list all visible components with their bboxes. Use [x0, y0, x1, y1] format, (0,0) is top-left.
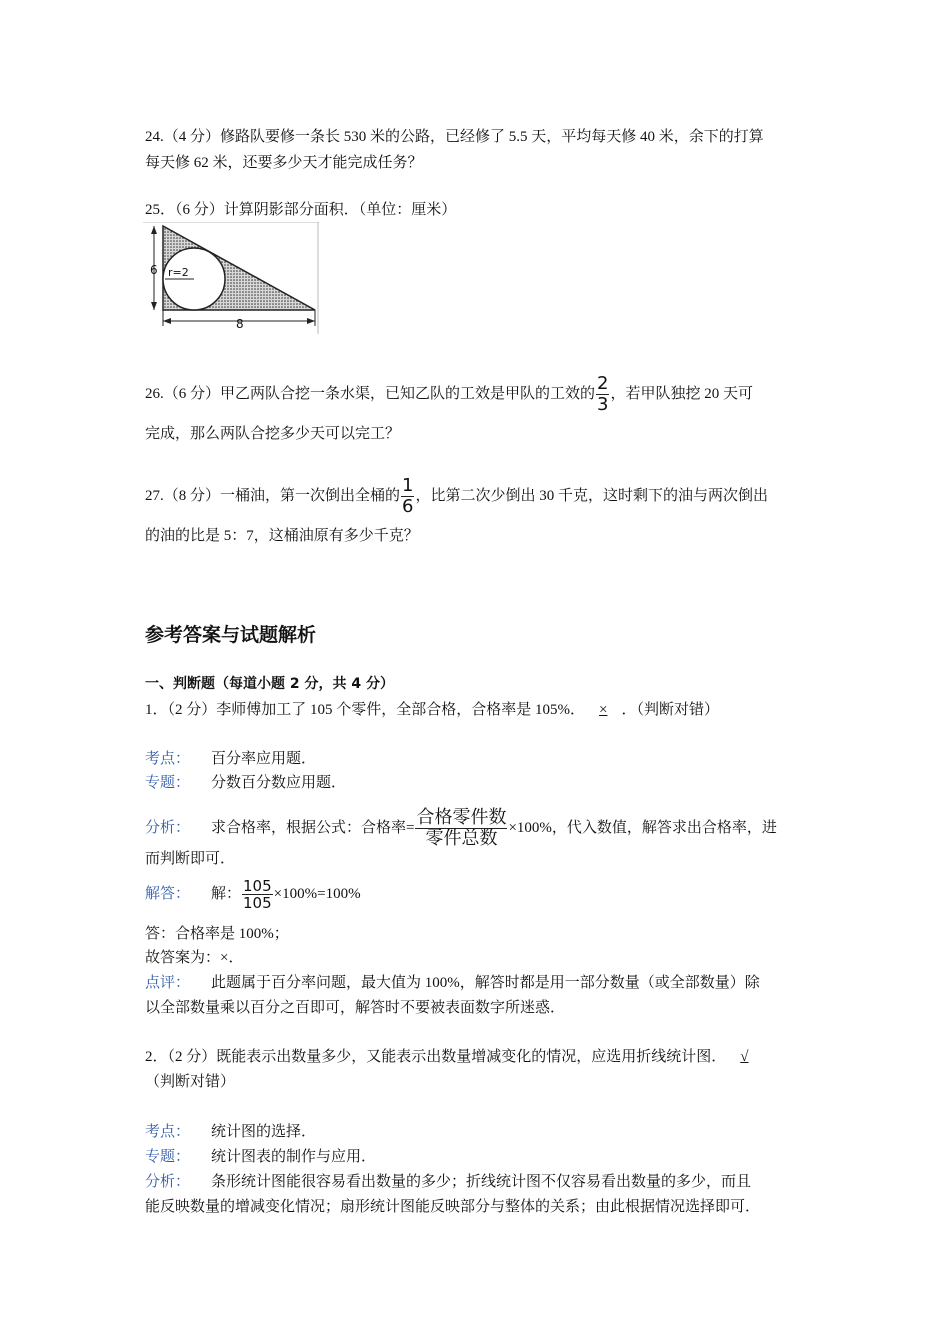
q27-frac-den: 6 — [402, 496, 414, 517]
section1-title: 一、判断题（每道小题 2 分，共 4 分） — [145, 676, 394, 692]
jieda-frac-den: 105 — [243, 894, 272, 912]
jieda-prefix: 解： — [211, 885, 242, 902]
height-label: 6 — [150, 263, 158, 277]
a2-zhuanti-text: 统计图表的制作与应用． — [211, 1149, 377, 1165]
a2-zhuanti-label: 专题： — [145, 1149, 191, 1165]
dianping-label: 点评： — [145, 975, 191, 991]
q26-text-after: ，若甲队独挖 20 天可 — [610, 385, 753, 402]
jieda-text-after: ×100%=100% — [273, 885, 361, 902]
q26-fraction — [596, 374, 609, 415]
shaded-triangle-figure — [143, 222, 319, 334]
fenxi-label: 分析： — [145, 819, 191, 836]
answers-title: 参考答案与试题解析 — [145, 624, 317, 646]
a1-kaodian — [145, 748, 316, 770]
fenxi-text-before: 求合格率，根据公式：合格率= — [211, 819, 415, 836]
a1-gu: 故答案为：×． — [145, 950, 244, 966]
radius-label: r=2 — [168, 266, 189, 279]
a1-answer-blank: × — [599, 702, 608, 718]
jieda-label: 解答： — [145, 885, 191, 902]
q25-text: 25．（6 分）计算阴影部分面积．（单位：厘米） — [145, 202, 457, 218]
q26-text-before: 26.（6 分）甲乙两队合挖一条水渠，已知乙队的工效是甲队的工效的 — [145, 385, 596, 402]
a2-fenxi-text-1: 条形统计图能很容易看出数量的多少；折线统计图不仅容易看出数量的多少，而且 — [211, 1174, 752, 1190]
dianping-text-1: 此题属于百分率问题，最大值为 100%，解答时都是用一部分数量（或全部数量）除 — [211, 975, 760, 991]
kaodian-text: 百分率应用题． — [211, 751, 317, 767]
kaodian-label: 考点： — [145, 751, 191, 767]
fenxi-text-after: ×100%，代入数值，解答求出合格率，进 — [508, 819, 777, 836]
a1-question-suffix: ．（判断对错） — [621, 702, 719, 718]
a1-zhuanti — [145, 772, 346, 794]
a2-fenxi-label: 分析： — [145, 1174, 191, 1190]
q26-line1 — [145, 374, 753, 415]
q27-frac-num: 1 — [402, 475, 414, 496]
a1-jieda — [145, 878, 361, 911]
q27-line2: 的油的比是 5：7，这桶油原有多少千克？ — [145, 528, 419, 544]
a1-question — [145, 699, 719, 721]
a2-zhuanti — [145, 1146, 376, 1168]
a2-question — [145, 1046, 763, 1068]
a1-dianping-line2: 以全部数量乘以百分之百即可，解答时不要被表面数字所迷惑． — [145, 1000, 566, 1016]
fenxi-fraction — [415, 808, 507, 849]
a2-kaodian — [145, 1121, 316, 1143]
jieda-fraction — [242, 878, 273, 911]
fenxi-frac-num: 合格零件数 — [416, 807, 507, 828]
base-label: 8 — [236, 317, 244, 331]
a1-dianping — [145, 972, 760, 994]
zhuanti-text: 分数百分数应用题． — [211, 775, 347, 791]
q27-line1 — [145, 476, 768, 517]
fenxi-frac-den: 零件总数 — [425, 828, 498, 849]
a2-fenxi — [145, 1171, 751, 1193]
a1-question-text: 1．（2 分）李师傅加工了 105 个零件，全部合格，合格率是 105%． — [145, 702, 585, 718]
q26-frac-num: 2 — [597, 373, 609, 394]
a2-kaodian-text: 统计图的选择． — [211, 1124, 317, 1140]
q26-line2: 完成，那么两队合挖多少天可以完工？ — [145, 426, 401, 442]
q24-line2: 每天修 62 米，还要多少天才能完成任务？ — [145, 155, 423, 171]
q26-frac-den: 3 — [597, 394, 609, 415]
a2-question-text: 2．（2 分）既能表示出数量多少，又能表示出数量增减变化的情况，应选用折线统计图． — [145, 1049, 727, 1065]
q24-line1: 24.（4 分）修路队要修一条长 530 米的公路，已经修了 5.5 天，平均每天修 40 米，余下的打算 — [145, 129, 764, 145]
a2-answer-blank: √ — [740, 1049, 749, 1065]
a2-question-line2: （判断对错） — [145, 1074, 236, 1090]
a1-fenxi — [145, 808, 777, 849]
q27-fraction — [401, 476, 414, 517]
jieda-frac-num: 105 — [243, 877, 272, 895]
a2-kaodian-label: 考点： — [145, 1124, 191, 1140]
a1-fenxi-line2: 而判断即可． — [145, 851, 236, 867]
zhuanti-label: 专题： — [145, 775, 191, 791]
q27-text-before: 27.（8 分）一桶油，第一次倒出全桶的 — [145, 487, 401, 504]
a2-fenxi-line2: 能反映数量的增减变化情况；扇形统计图能反映部分与整体的关系；由此根据情况选择即可． — [145, 1199, 761, 1215]
q27-text-after: ，比第二次少倒出 30 千克，这时剩下的油与两次倒出 — [415, 487, 768, 504]
a1-da: 答：合格率是 100%； — [145, 926, 289, 942]
